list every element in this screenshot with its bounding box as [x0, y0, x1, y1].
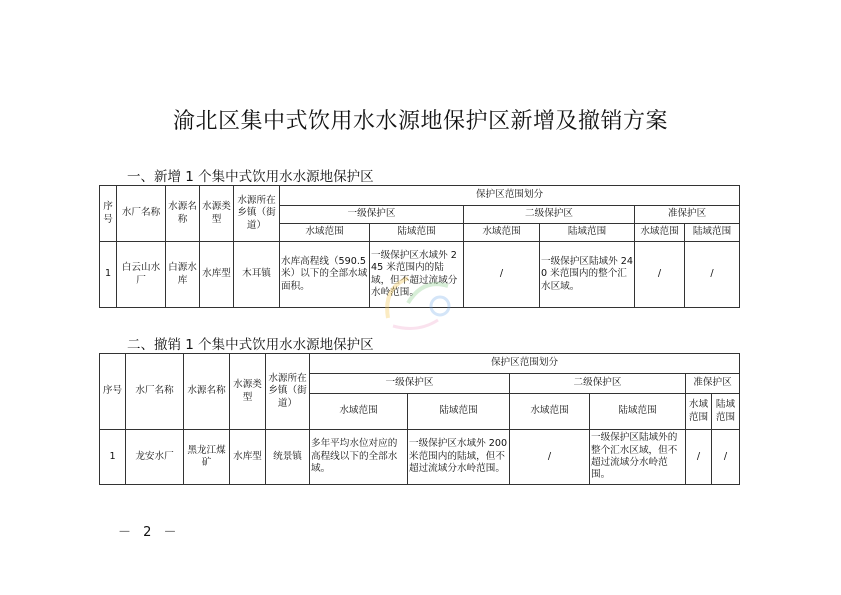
cell-source-type: 水库型: [200, 242, 234, 308]
cell-l1-water: 多年平均水位对应的高程线以下的全部水域。: [310, 430, 408, 485]
header-town: 水源所在乡镇（街道）: [234, 186, 280, 242]
cell-l1-land: 一级保护区水域外 200 米范围内的陆域，但不超过流域分水岭范围。: [408, 430, 510, 485]
cell-seq: 1: [100, 242, 117, 308]
watermark-logo-icon: [378, 258, 468, 338]
header-source-type: 水源类型: [230, 354, 266, 430]
header-quasi: 准保护区: [635, 206, 740, 224]
header-level1: 一级保护区: [280, 206, 464, 224]
cell-plant-name: 白云山水厂: [117, 242, 166, 308]
section-heading-revoke: 二、撤销 1 个集中式饮用水水源地保护区: [127, 337, 374, 353]
header-town: 水源所在乡镇（街道）: [266, 354, 310, 430]
header-l2-water: 水域范围: [464, 224, 540, 242]
header-level2: 二级保护区: [510, 374, 686, 394]
header-plant-name: 水厂名称: [126, 354, 184, 430]
header-l1-water: 水域范围: [280, 224, 370, 242]
header-l1-land: 陆域范围: [370, 224, 464, 242]
header-source-name: 水源名称: [166, 186, 200, 242]
cell-q-land: /: [685, 242, 740, 308]
page-number: － 2 －: [118, 525, 181, 540]
revoke-protection-table: [99, 353, 740, 485]
cell-q-land: /: [712, 430, 740, 485]
header-q-land: 陆域范围: [712, 394, 740, 430]
header-q-land: 陆域范围: [685, 224, 740, 242]
cell-source-type: 水库型: [230, 430, 266, 485]
section-heading-add: 一、新增 1 个集中式饮用水水源地保护区: [127, 169, 374, 185]
cell-seq: 1: [100, 430, 126, 485]
cell-l2-water: /: [510, 430, 590, 485]
header-l1-water: 水域范围: [310, 394, 408, 430]
table-row: [100, 430, 740, 485]
cell-l1-water: 水库高程线（590.5 米）以下的全部水域面积。: [280, 242, 370, 308]
cell-town: 统景镇: [266, 430, 310, 485]
header-seq: 序号: [100, 354, 126, 430]
header-l2-land: 陆域范围: [590, 394, 686, 430]
header-division: 保护区范围划分: [280, 186, 740, 206]
document-title: 渝北区集中式饮用水水源地保护区新增及撤销方案: [172, 109, 668, 134]
cell-plant-name: 龙安水厂: [126, 430, 184, 485]
header-q-water: 水域范围: [635, 224, 685, 242]
header-q-water: 水域范围: [686, 394, 712, 430]
cell-town: 木耳镇: [234, 242, 280, 308]
header-l1-land: 陆域范围: [408, 394, 510, 430]
cell-q-water: /: [686, 430, 712, 485]
header-plant-name: 水厂名称: [117, 186, 166, 242]
header-division: 保护区范围划分: [310, 354, 740, 374]
cell-l2-water: /: [464, 242, 540, 308]
cell-source-name: 白源水库: [166, 242, 200, 308]
header-quasi: 准保护区: [686, 374, 740, 394]
header-level1: 一级保护区: [310, 374, 510, 394]
header-source-name: 水源名称: [184, 354, 230, 430]
cell-source-name: 黑龙江煤矿: [184, 430, 230, 485]
header-l2-land: 陆域范围: [540, 224, 635, 242]
header-level2: 二级保护区: [464, 206, 635, 224]
cell-q-water: /: [635, 242, 685, 308]
cell-l1-land: 一级保护区水域外 245 米范围内的陆域，但不超过流域分水岭范围。: [370, 242, 464, 308]
header-seq: 序号: [100, 186, 117, 242]
cell-l2-land: 一级保护区陆域外的整个汇水区域，但不超过流域分水岭范围。: [590, 430, 686, 485]
header-source-type: 水源类型: [200, 186, 234, 242]
cell-l2-land: 一级保护区陆域外 240 米范围内的整个汇水区域。: [540, 242, 635, 308]
header-l2-water: 水域范围: [510, 394, 590, 430]
